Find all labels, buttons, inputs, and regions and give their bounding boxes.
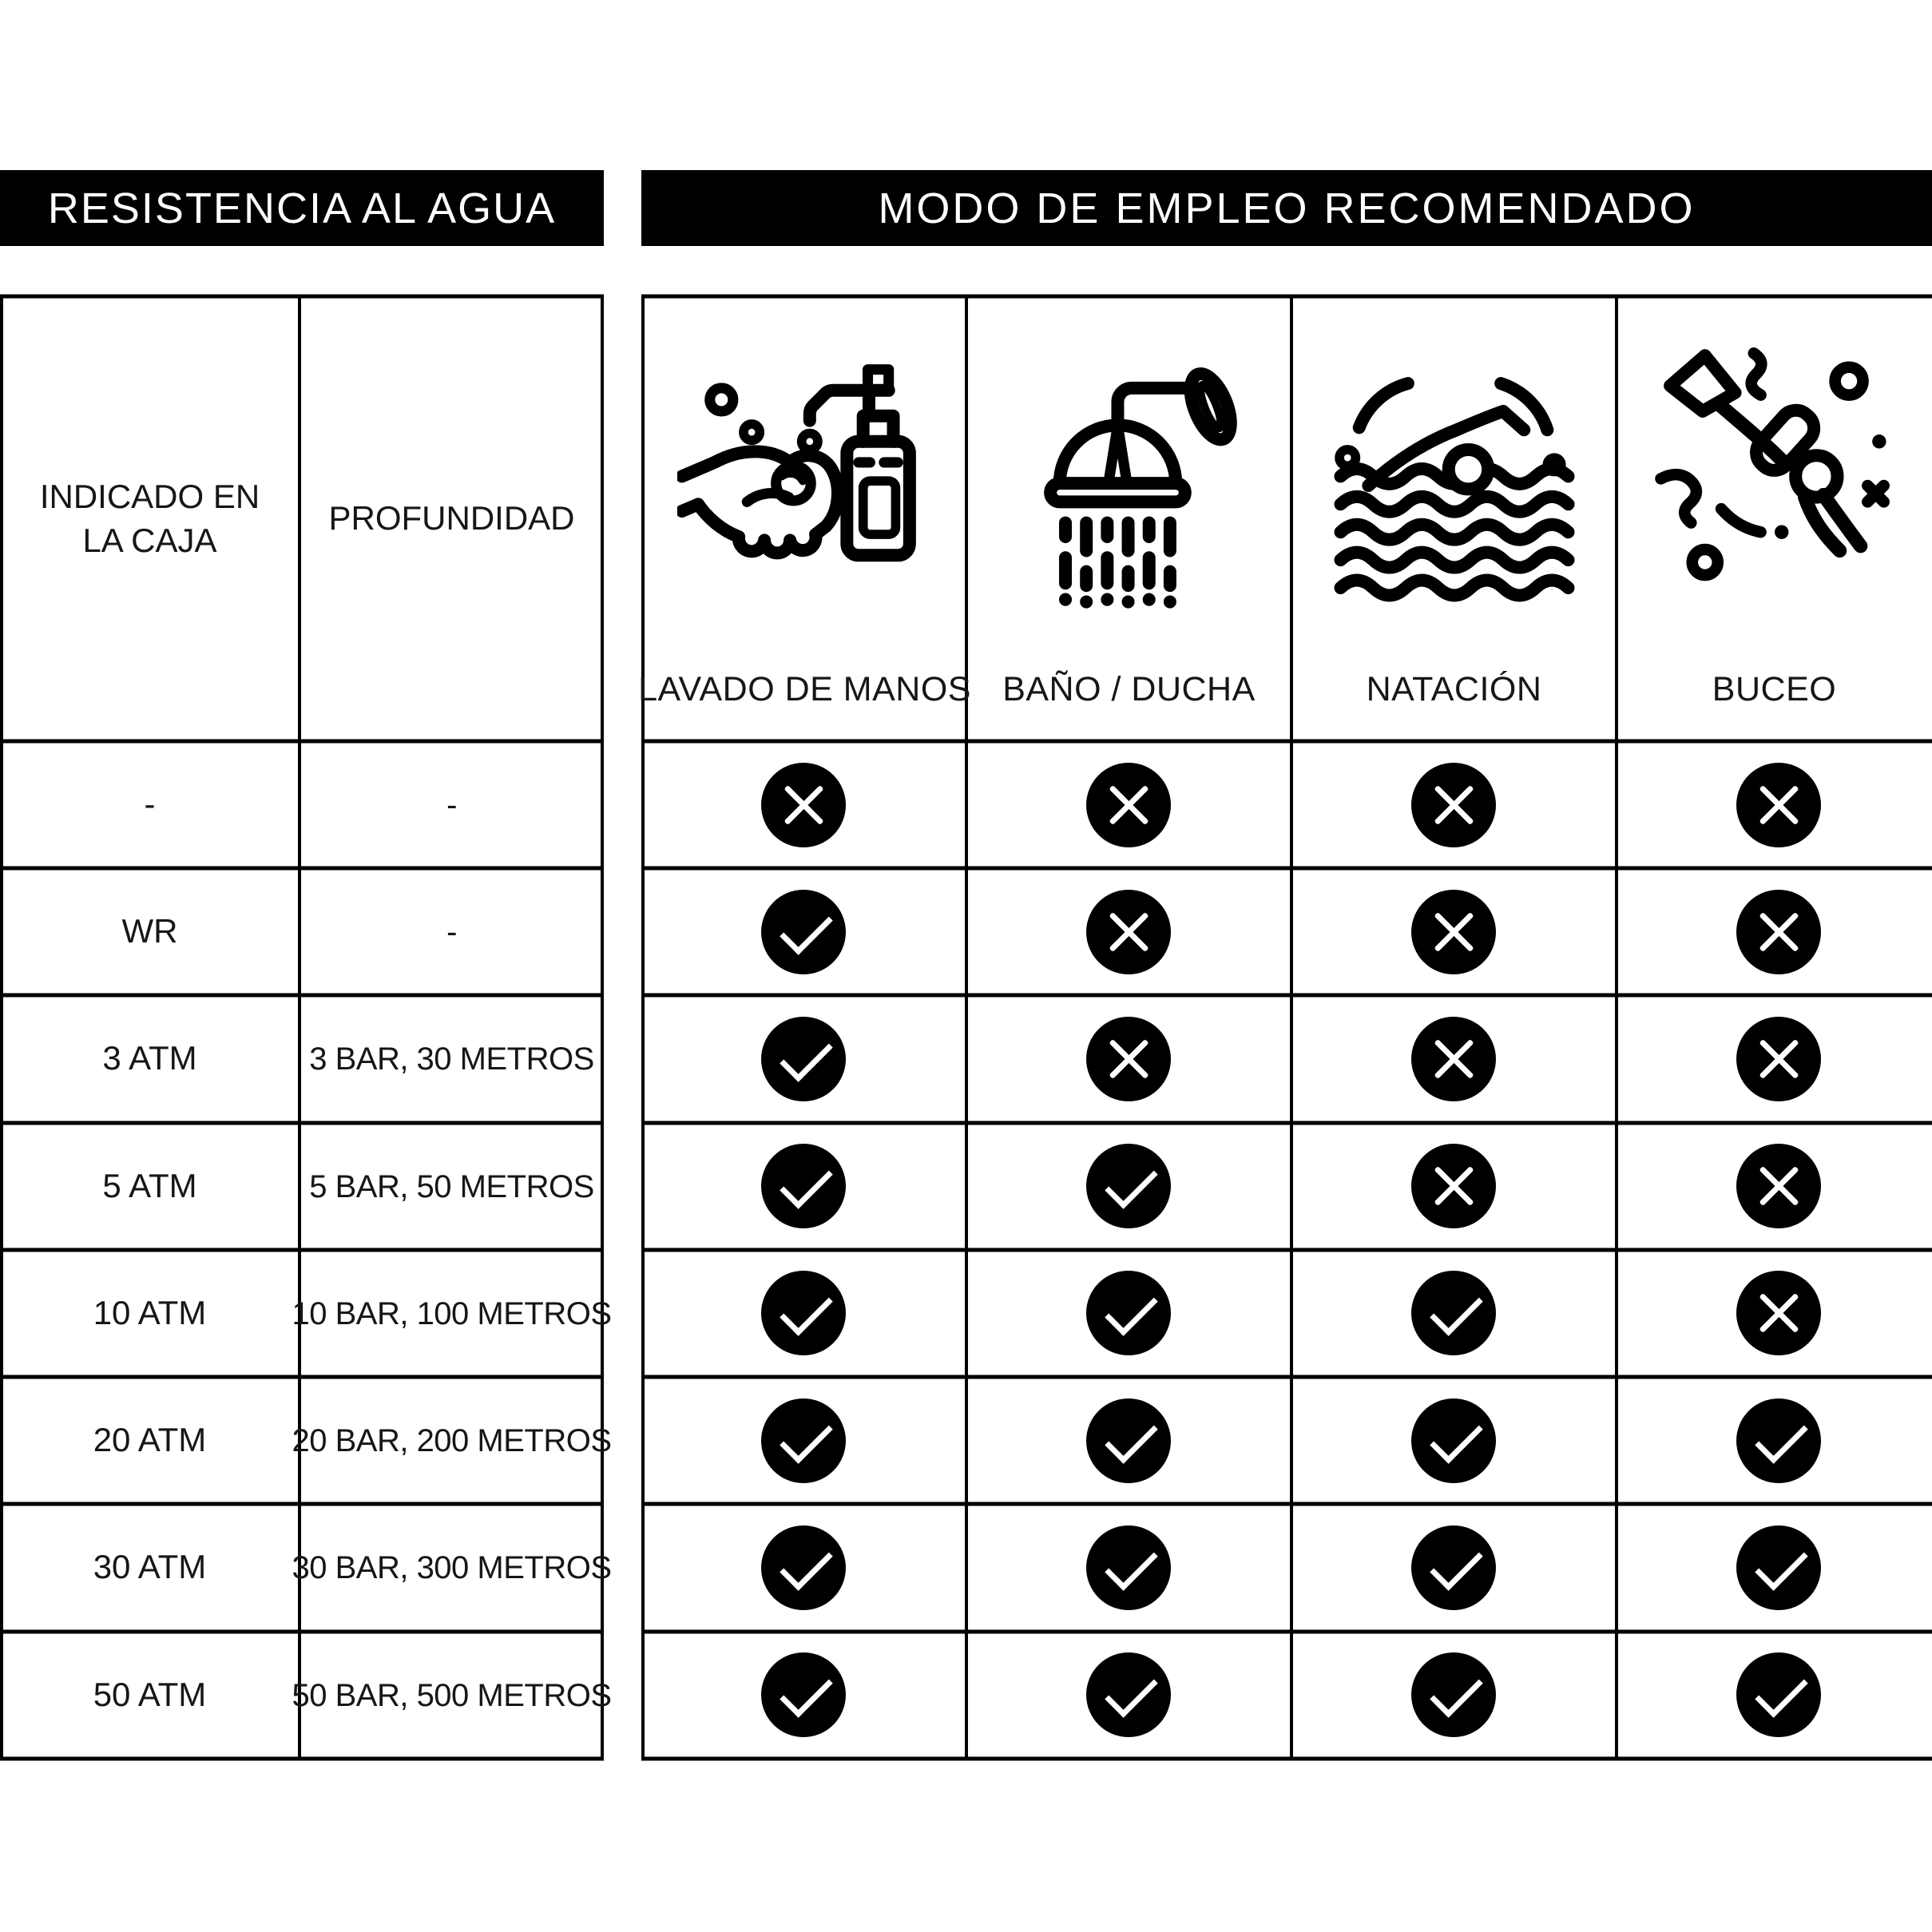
mark (1736, 1017, 1821, 1101)
col-header-indicado-en-la-caja: INDICADO EN LA CAJA (39, 477, 260, 559)
col-header-profundidad: PROFUNDIDAD (328, 499, 575, 538)
mark (1736, 763, 1821, 847)
left-header-title: RESISTENCIA AL AGUA (47, 184, 557, 232)
mark (1411, 1017, 1496, 1101)
depth-cell: 30 BAR, 300 METROS (292, 1549, 612, 1585)
depth-cell: 10 BAR, 100 METROS (292, 1295, 612, 1331)
case-cell: 5 ATM (102, 1167, 197, 1205)
mark (1736, 1271, 1821, 1355)
column-natacion (1291, 296, 1617, 741)
depth-cell: - (446, 914, 457, 950)
swimming-icon (1327, 317, 1582, 630)
mark (1086, 1398, 1171, 1483)
case-cell: 3 ATM (102, 1039, 197, 1077)
mark (761, 763, 846, 847)
mark (1086, 1144, 1171, 1228)
case-cell: WR (121, 912, 178, 950)
mark (1736, 1652, 1821, 1737)
case-cell: 50 ATM (93, 1676, 207, 1714)
mark (1086, 890, 1171, 974)
case-cell: 20 ATM (93, 1421, 207, 1459)
shower-icon (1002, 317, 1257, 630)
mark (761, 1525, 846, 1610)
column-label: BUCEO (1712, 670, 1837, 708)
mark (1411, 890, 1496, 974)
mark (761, 1271, 846, 1355)
mark (1411, 1652, 1496, 1737)
mark (1411, 1525, 1496, 1610)
mark (1411, 1271, 1496, 1355)
mark (761, 1398, 846, 1483)
mark (1086, 763, 1171, 847)
column-label: BAÑO / DUCHA (1002, 670, 1256, 708)
mark (1086, 1271, 1171, 1355)
column-lavado-de-manos (638, 296, 971, 741)
mark (1411, 1398, 1496, 1483)
mark (1736, 1525, 1821, 1610)
depth-cell: 50 BAR, 500 METROS (292, 1677, 612, 1713)
column-bano-ducha (966, 296, 1291, 741)
case-cell: - (144, 785, 156, 823)
mark (761, 1144, 846, 1228)
right-header-title: MODO DE EMPLEO RECOMENDADO (878, 184, 1696, 232)
mark (761, 1652, 846, 1737)
column-label: LAVADO DE MANOS (638, 670, 971, 708)
mark (1086, 1525, 1171, 1610)
mark (1736, 1398, 1821, 1483)
scuba-diving-icon (1647, 317, 1902, 630)
left-header-bar (0, 170, 604, 246)
mark (1736, 890, 1821, 974)
mark (761, 890, 846, 974)
depth-cell: - (446, 787, 457, 823)
depth-cell: 3 BAR, 30 METROS (309, 1041, 594, 1077)
depth-cell: 5 BAR, 50 METROS (309, 1168, 594, 1204)
mark (1411, 1144, 1496, 1228)
case-cell: 10 ATM (93, 1294, 207, 1332)
mark (1086, 1652, 1171, 1737)
mark (761, 1017, 846, 1101)
column-label: NATACIÓN (1366, 670, 1542, 708)
case-cell: 30 ATM (93, 1548, 207, 1586)
depth-cell: 20 BAR, 200 METROS (292, 1422, 612, 1458)
hand-washing-icon (677, 317, 933, 630)
mark (1086, 1017, 1171, 1101)
mark (1736, 1144, 1821, 1228)
mark (1411, 763, 1496, 847)
column-buceo (1617, 296, 1932, 741)
right-header-bar (641, 170, 1932, 246)
